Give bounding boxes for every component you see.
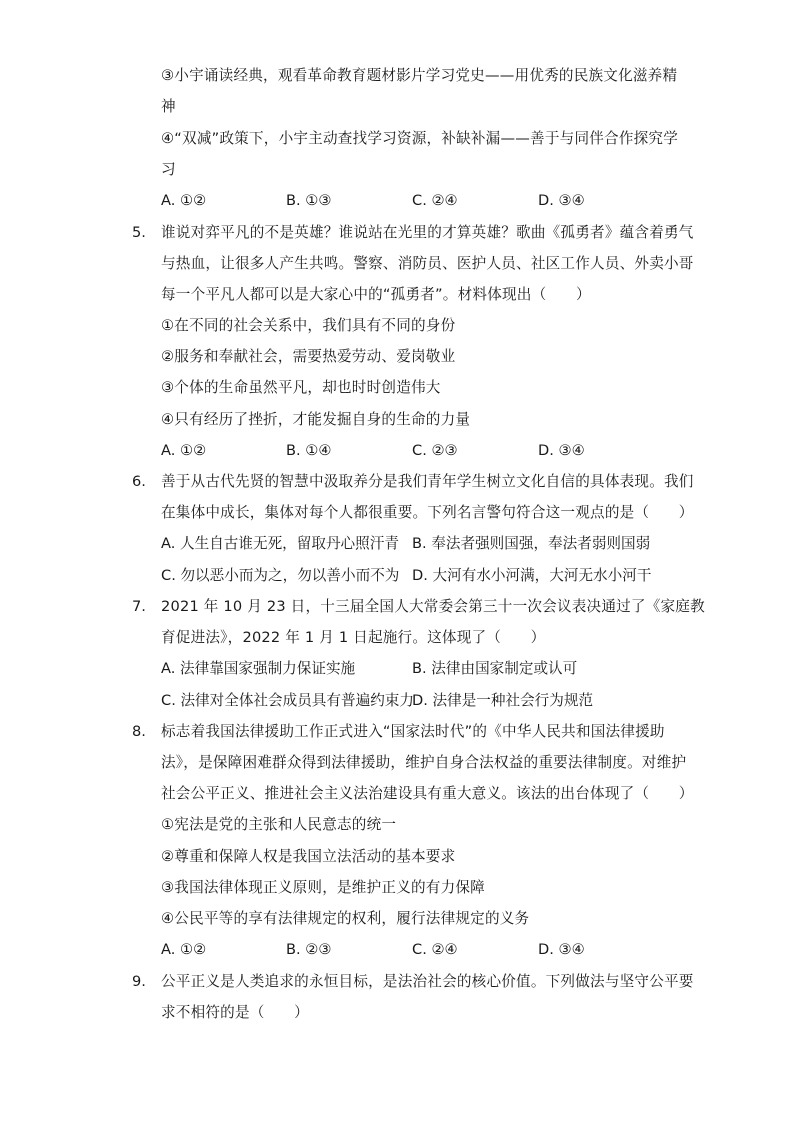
q4-item-4-line-2: 习 [161,161,176,178]
q8-item-1: ①宪法是党的主张和人民意志的统一 [161,816,397,833]
q7-stem-line-1: 2021 年 10 月 23 日，十三届全国人大常委会第三十一次会议表决通过了《家庭教 [161,598,705,615]
q8-option-d: D. ③④ [538,941,585,958]
q7-option-d: D. 法律是一种社会行为规范 [412,692,594,709]
q5-item-1: ①在不同的社会关系中，我们具有不同的身份 [161,317,456,334]
q5-stem-line-3: 每一个平凡人都可以是大家心中的“孤勇者”。材料体现出（ ） [161,286,591,303]
q7-stem-line-2: 育促进法》，2022 年 1 月 1 日起施行。这体现了（ ） [161,629,546,646]
q5-option-d: D. ③④ [538,442,585,459]
q5-option-b: B. ①④ [286,442,332,459]
q8-item-2: ②尊重和保障人权是我国立法活动的基本要求 [161,848,456,865]
q4-option-c: C. ②④ [412,192,458,209]
q5-option-a: A. ①② [161,442,207,459]
q9-number: 9. [132,973,146,990]
q8-option-b: B. ②③ [286,941,332,958]
q6-stem-line-2: 在集体中成长，集体对每个人都很重要。下列名言警句符合这一观点的是（ ） [161,504,694,521]
q5-item-4: ④只有经历了挫折，才能发掘自身的生命的力量 [161,411,471,428]
q5-stem-line-1: 谁说对弈平凡的不是英雄？谁说站在光里的才算英雄？歌曲《孤勇者》蕴含着勇气 [161,224,694,241]
q4-item-3-line-1: ③小宇诵读经典，观看革命教育题材影片学习党史——用优秀的民族文化滋养精 [161,67,678,84]
q6-option-d: D. 大河有水小河满，大河无水小河干 [412,567,652,584]
q6-option-a: A. 人生自古谁无死，留取丹心照汗青 [161,535,399,552]
q4-item-4-line-1: ④“双减”政策下，小宇主动查找学习资源，补缺补漏——善于与同伴合作探究学 [161,130,679,147]
q6-option-c: C. 勿以恶小而为之，勿以善小而不为 [161,567,400,584]
q7-option-c: C. 法律对全体社会成员具有普遍约束力 [161,692,414,709]
q8-option-a: A. ①② [161,941,207,958]
q5-number: 5. [132,224,146,241]
q7-option-b: B. 法律由国家制定或认可 [412,660,578,677]
q6-number: 6. [132,473,146,490]
q5-item-2: ②服务和奉献社会，需要热爱劳动、爱岗敬业 [161,348,456,365]
q8-item-3: ③我国法律体现正义原则，是维护正义的有力保障 [161,879,485,896]
q7-number: 7. [132,598,146,615]
q8-option-c: C. ②④ [412,941,458,958]
q8-stem-line-3: 社会公平正义、推进社会主义法治建设具有重大意义。该法的出台体现了（ ） [161,785,694,802]
q8-item-4: ④公民平等的享有法律规定的权利，履行法律规定的义务 [161,910,530,927]
q8-stem-line-2: 法》，是保障困难群众得到法律援助，维护自身合法权益的重要法律制度。对维护 [161,754,687,771]
q8-number: 8. [132,723,146,740]
q5-item-3: ③个体的生命虽然平凡，却也时时创造伟大 [161,379,441,396]
q9-stem-line-2: 求不相符的是（ ） [161,1004,309,1021]
q4-option-d: D. ③④ [538,192,585,209]
q4-item-3-line-2: 神 [161,98,176,115]
q6-stem-line-1: 善于从古代先贤的智慧中汲取养分是我们青年学生树立文化自信的具体表现。我们 [161,473,694,490]
q7-option-a: A. 法律靠国家强制力保证实施 [161,660,356,677]
q8-stem-line-1: 标志着我国法律援助工作正式进入“国家法时代”的《中华人民共和国法律援助 [161,723,665,740]
q4-option-b: B. ①③ [286,192,332,209]
q5-option-c: C. ②③ [412,442,458,459]
q5-stem-line-2: 与热血，让很多人产生共鸣。警察、消防员、医护人员、社区工作人员、外卖小哥 [161,255,694,272]
q6-option-b: B. 奉法者强则国强，奉法者弱则国弱 [412,535,651,552]
q9-stem-line-1: 公平正义是人类追求的永恒目标，是法治社会的核心价值。下列做法与坚守公平要 [161,973,694,990]
q4-option-a: A. ①② [161,192,207,209]
